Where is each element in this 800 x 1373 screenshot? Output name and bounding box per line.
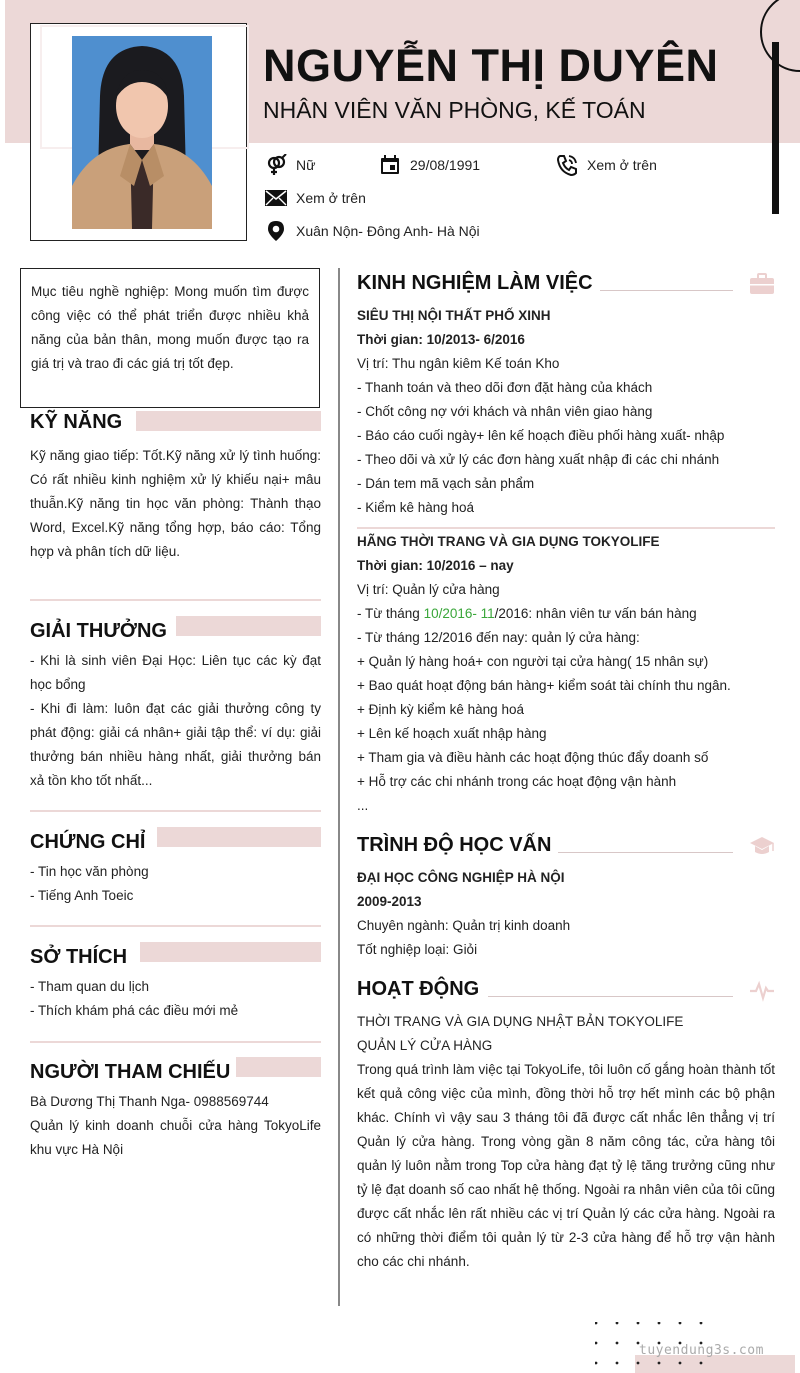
candidate-name: NGUYỄN THỊ DUYÊN	[263, 40, 719, 91]
job1-position: Vị trí: Thu ngân kiêm Kế toán Kho	[357, 356, 560, 371]
job1-duty: - Thanh toán và theo dõi đơn đặt hàng của khách	[357, 380, 653, 395]
job2-position: Vị trí: Quản lý cửa hàng	[357, 582, 500, 597]
experience-title: KINH NGHIỆM LÀM VIỆC	[357, 272, 593, 294]
activities-company: THỜI TRANG VÀ GIA DỤNG NHẬT BẢN TOKYOLIFE	[357, 1014, 684, 1029]
calendar-icon	[379, 154, 401, 176]
job2-duty-first	[357, 602, 731, 626]
job2-duty: + Hỗ trợ các chi nhánh trong các hoạt động vận hành	[357, 774, 677, 789]
section-divider	[30, 599, 321, 601]
job1-time: Thời gian: 10/2013- 6/2016	[357, 332, 525, 347]
envelope-icon	[265, 187, 287, 209]
job2-company: HÃNG THỜI TRANG VÀ GIA DỤNG TOKYOLIFE	[357, 534, 660, 549]
activities-title-line	[488, 996, 733, 997]
certificates-section	[30, 831, 321, 908]
job2-duty: + Tham gia và điều hành các hoạt động thúc đẩy doanh số	[357, 750, 709, 765]
skills-title-bar	[136, 411, 321, 431]
birthday-text: 29/08/1991	[410, 157, 481, 173]
education-title: TRÌNH ĐỘ HỌC VẤN	[357, 834, 552, 856]
hobby-item: - Tham quan du lịch	[30, 979, 150, 994]
phone-icon	[556, 154, 578, 176]
activities-block	[357, 1010, 775, 1274]
activities-title: HOẠT ĐỘNG	[357, 978, 480, 1000]
certificates-title: CHỨNG CHỈ	[30, 831, 146, 853]
job2-duty-post: /2016: nhân viên tư vấn bán hàng	[494, 606, 697, 621]
job1-duty: - Kiểm kê hàng hoá	[357, 500, 475, 515]
job2-duty: + Định kỳ kiểm kê hàng hoá	[357, 702, 524, 717]
decorative-bar	[772, 42, 779, 214]
hobbies-title: SỞ THÍCH	[30, 946, 128, 968]
gender-info	[265, 154, 315, 176]
location-pin-icon	[265, 220, 287, 242]
awards-line: - Khi đi làm: luôn đạt các giải thưởng công ty phát động: giải cá nhân+ giải tập thể: ví dụ: giải thưởng bán nhiều hàng nhất, giải thưởng bán xả tồn kho tốt nhất...	[30, 701, 321, 788]
column-divider	[338, 268, 340, 1306]
hobby-item: - Thích khám phá các điều mới mẻ	[30, 1003, 239, 1018]
job2-duty: + Bao quát hoạt động bán hàng+ kiểm soát tài chính thu ngân.	[357, 678, 731, 693]
section-divider	[30, 810, 321, 812]
birthday-info	[379, 154, 480, 176]
job2-duty: ...	[357, 798, 369, 813]
job2-duty: + Lên kế hoạch xuất nhập hàng	[357, 726, 547, 741]
email-info	[265, 187, 366, 209]
job2-duty: + Quản lý hàng hoá+ con người tại cửa hàng( 15 nhân sự)	[357, 654, 709, 669]
education-grade: Tốt nghiệp loại: Giỏi	[357, 942, 478, 957]
address-info	[265, 220, 480, 242]
section-divider	[30, 925, 321, 927]
education-block	[357, 866, 570, 962]
hobbies-section	[30, 946, 321, 1023]
job1-duty: - Chốt công nợ với khách và nhân viên giao hàng	[357, 404, 653, 419]
job2-duty-highlight: 10/2016- 11	[423, 606, 495, 621]
awards-line: - Khi là sinh viên Đại Học: Liên tục các kỳ đạt học bổng	[30, 653, 321, 692]
gender-text: Nữ	[296, 157, 316, 173]
education-title-line	[558, 852, 733, 853]
job-divider	[357, 527, 775, 529]
job-title: NHÂN VIÊN VĂN PHÒNG, KẾ TOÁN	[263, 97, 646, 123]
job1-duty: - Theo dõi và xử lý các đơn hàng xuất nhập đi các chi nhánh	[357, 452, 720, 467]
certificate-item: - Tin học văn phòng	[30, 864, 149, 879]
experience-title-line	[600, 290, 733, 291]
job2-duty-pre: - Từ tháng	[357, 606, 424, 621]
job2-block	[357, 530, 731, 818]
skills-title: KỸ NĂNG	[30, 411, 123, 433]
education-major: Chuyên ngành: Quản trị kinh doanh	[357, 918, 571, 933]
certificate-item: - Tiếng Anh Toeic	[30, 888, 134, 903]
awards-section	[30, 620, 321, 793]
job2-time: Thời gian: 10/2016 – nay	[357, 558, 514, 573]
job1-duty: - Báo cáo cuối ngày+ lên kế hoạch điều phối hàng xuất- nhập	[357, 428, 725, 443]
email-text: Xem ở trên	[296, 190, 366, 206]
gender-icon	[265, 154, 287, 176]
career-objective: Mục tiêu nghề nghiệp: Mong muốn tìm được công việc có thể phát triển được nhiều khả năng của bản thân, mong muốn được tạo ra giá trị và trao đi các giá trị tốt đẹp.	[20, 268, 320, 408]
hobbies-title-bar	[140, 942, 321, 962]
activities-role: QUẢN LÝ CỬA HÀNG	[357, 1038, 493, 1053]
references-title-bar	[236, 1057, 321, 1077]
references-section	[30, 1061, 321, 1162]
briefcase-icon	[749, 272, 775, 298]
phone-text: Xem ở trên	[587, 157, 657, 173]
graduation-cap-icon	[749, 835, 775, 861]
section-divider	[30, 1041, 321, 1043]
education-years: 2009-2013	[357, 894, 422, 909]
address-text: Xuân Nộn- Đông Anh- Hà Nội	[296, 223, 480, 239]
references-title: NGƯỜI THAM CHIẾU	[30, 1061, 231, 1083]
awards-title-bar	[176, 616, 321, 636]
reference-line: Quản lý kinh doanh chuỗi cửa hàng TokyoLife khu vực Hà Nội	[30, 1118, 321, 1157]
profile-photo	[72, 36, 212, 229]
reference-line: Bà Dương Thị Thanh Nga- 0988569744	[30, 1094, 269, 1109]
education-school: ĐẠI HỌC CÔNG NGHIỆP HÀ NỘI	[357, 870, 565, 885]
phone-info	[556, 154, 657, 176]
job1-company: SIÊU THỊ NỘI THẤT PHỐ XINH	[357, 308, 551, 323]
watermark: tuyendung3s.com	[639, 1343, 764, 1358]
job1-duty: - Dán tem mã vạch sản phẩm	[357, 476, 535, 491]
job1-block	[357, 304, 724, 520]
skills-section	[30, 411, 321, 564]
job2-duty: - Từ tháng 12/2016 đến nay: quản lý cửa hàng:	[357, 630, 640, 645]
awards-title: GIẢI THƯỞNG	[30, 620, 167, 642]
skills-text: Kỹ năng giao tiếp: Tốt.Kỹ năng xử lý tình huống: Có rất nhiều kinh nghiệm xử lý khiếu nại+ mâu thuẫn.Kỹ năng tin học văn phòng: Thành thạo Word, Excel.Kỹ năng tổng hợp, báo cáo: Tổng hợp và phân tích dữ liệu.	[30, 448, 321, 559]
activities-text: Trong quá trình làm việc tại TokyoLife, tôi luôn cố gắng hoàn thành tốt kết quả công việc của mình, đồng thời hỗ trợ hết mình các bộ phận khác. Chính vì vậy sau 3 tháng tôi đã được cất nhắc lên thẳng vị trí Quản lý cửa hàng. Trong vòng gần 8 năm công tác, cửa hàng tôi quản lý luôn nằm trong Top cửa hàng đạt tỷ lệ tăng trưởng cũng như tỷ lệ đạt doanh số cao nhất hệ thống. Ngoài ra nhân viên của tôi cũng được cất nhắc lên rất nhiều các vị trí Quản lý các cửa hàng. Ngoài ra có những thời điểm tôi quản lý từ 2-3 cửa hàng để hỗ trợ vận hành cho các chi nhánh.	[357, 1062, 775, 1269]
certificates-title-bar	[157, 827, 321, 847]
heartbeat-icon	[749, 980, 775, 1006]
